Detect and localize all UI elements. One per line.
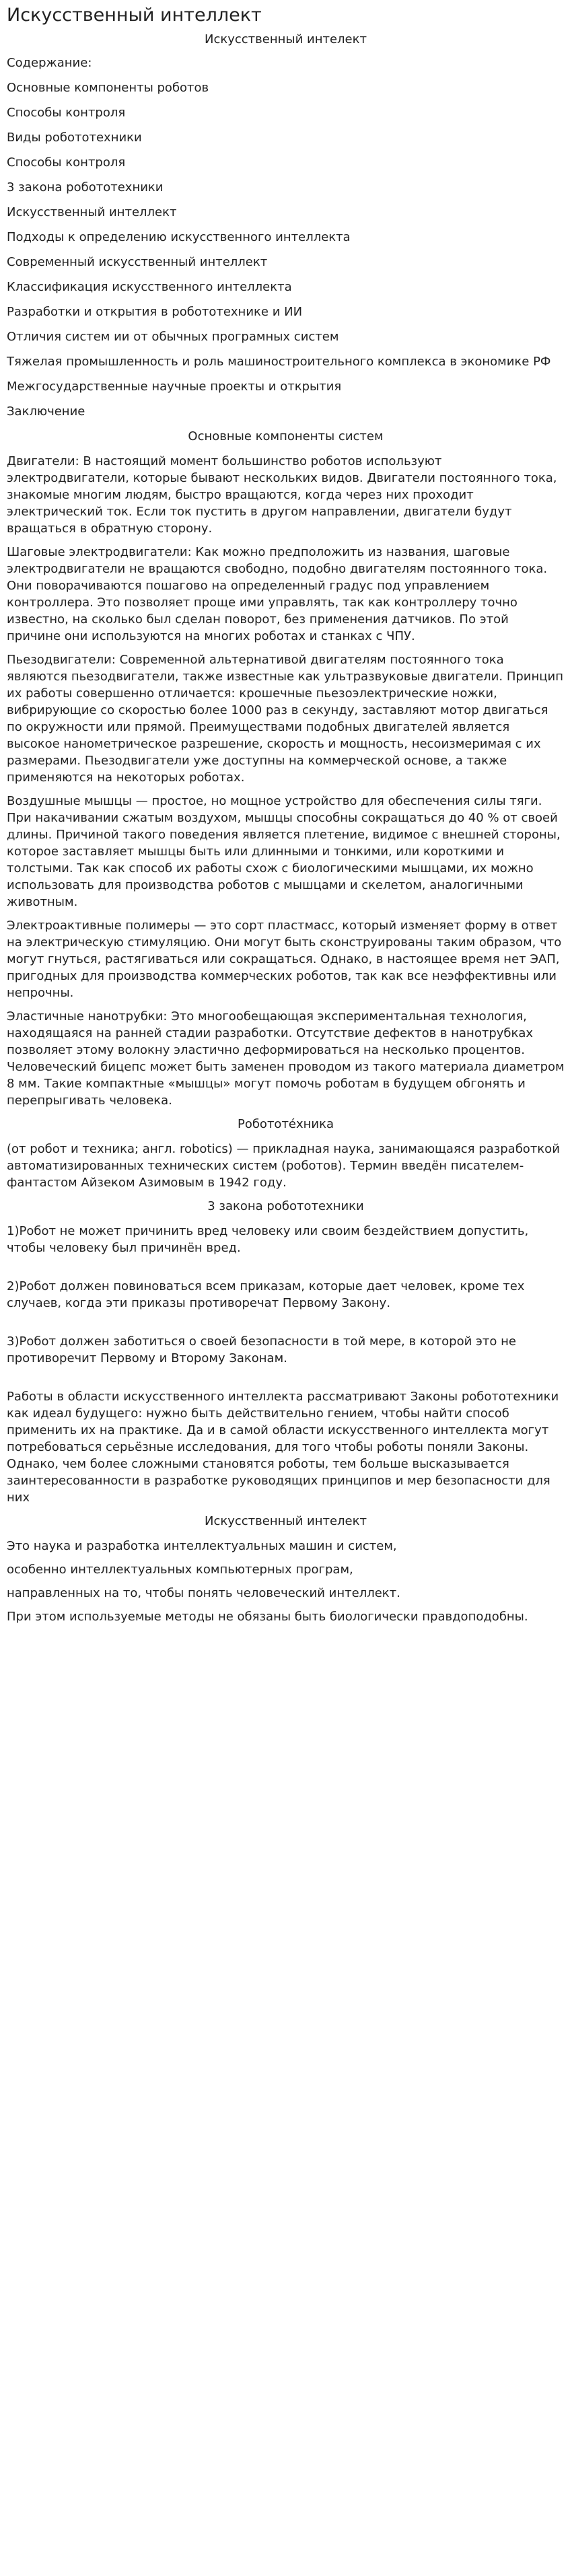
section-heading-three-laws: 3 закона робототехники (207, 1199, 364, 1213)
law-first: 1)Робот не может причинить вред человеку или своим бездействием допустить, чтобы человеку был причинён вред. (7, 1224, 529, 1255)
toc-item[interactable]: Способы контроля (7, 155, 126, 170)
ai-definition-line: При этом используемые методы не обязаны быть биологически правдоподобны. (7, 1610, 528, 1624)
toc-label: Содержание: (7, 56, 92, 70)
toc-item[interactable]: Отличия систем ии от обычных програмных систем (7, 330, 339, 344)
toc-item[interactable]: Виды робототехники (7, 131, 142, 145)
table-of-contents (7, 55, 565, 420)
paragraph-stepper-motors: Шаговые электродвигатели: Как можно предположить из названия, шаговые электродвигатели не вращаются свободно, подобно двигателям постоянного тока. Они поворачиваются пошагово на определенный градус под управлением контроллера. Это позволяет проще ими управлять, так как контроллеру точно известно, на сколько был сделан поворот, без применения датчиков. По этой причине они используются на многих роботах и станках с ЧПУ. (7, 545, 548, 643)
paragraph-piezo-motors: Пьезодвигатели: Современной альтернативой двигателям постоянного тока являются пьезодвигатели, также известные как ультразвуковые двигатели. Принцип их работы совершенно отличается: крошечные пьезоэлектрические ножки, вибрирующие со скоростью более 1000 раз в секунду, заставляют мотор двигаться по окружности или прямой. Преимуществами подобных двигателей является высокое нанометрическое разрешение, скорость и мощность, несоизмеримая с их размерами. Пьезодвигатели уже доступны на коммерческой основе, а также применяются на некоторых роботах. (7, 653, 563, 785)
toc-item[interactable]: Основные компоненты роботов (7, 81, 209, 95)
document-title: Искусственный интелект (205, 32, 367, 46)
toc-item[interactable]: Классификация искусственного интеллекта (7, 280, 292, 294)
toc-item[interactable]: Современный искусственный интеллект (7, 255, 268, 269)
paragraph-air-muscles: Воздушные мышцы — простое, но мощное устройство для обеспечения силы тяги. При накачивании сжатым воздухом, мышцы способны сокращаться до 40 % от своей длины. Причиной такого поведения является плетение, видимое с внешней стороны, которое заставляет мышцы быть или длинными и тонкими, или короткими и толстыми. Так как способ их работы схож с биологическими мышцами, их можно использовать для производства роботов с мышцами и скелетом, аналогичными животным. (7, 794, 561, 909)
law-second: 2)Робот должен повиноваться всем приказам, которые дает человек, кроме тех случаев, когда эти приказы противоречат Первому Закону. (7, 1279, 525, 1310)
toc-item[interactable]: Разработки и открытия в робототехнике и ИИ (7, 305, 303, 319)
toc-item[interactable]: Тяжелая промышленность и роль машиностроительного комплекса в экономике РФ (7, 355, 551, 369)
ai-definition-line: направленных на то, чтобы понять человеческий интеллект. (7, 1586, 400, 1600)
page-title: Искусственный интеллект (7, 5, 262, 26)
toc-item[interactable]: Межгосударственные научные проекты и открытия (7, 380, 342, 394)
paragraph-laws-closing: Работы в области искусственного интеллекта рассматривают Законы робототехники как идеал будущего: нужно быть действительно гением, чтобы найти способ применить их на практике. Да и в самой области искусственного интеллекта могут потребоваться серьёзные исследования, для того чтобы роботы поняли Законы. Однако, чем более сложными становятся роботы, тем больше высказывается заинтересованности в разработке руководящих принципов и мер безопасности для них (7, 1390, 559, 1505)
section-heading-ai: Искусственный интелект (205, 1514, 367, 1528)
section-heading-robotics: Робототе́хника (237, 1117, 334, 1131)
paragraph-robotics-definition: (от робот и техника; англ. robotics) — прикладная наука, занимающаяся разработкой автоматизированных технических систем (роботов). Термин введён писателем-фантастом Айзеком Азимовым в 1942 году. (7, 1142, 560, 1190)
toc-item[interactable]: Искусственный интеллект (7, 205, 177, 219)
section-heading-components: Основные компоненты систем (188, 429, 384, 443)
ai-definition-line: Это наука и разработка интеллектуальных машин и систем, (7, 1539, 397, 1553)
toc-item[interactable]: Заключение (7, 404, 85, 419)
law-third: 3)Робот должен заботиться о своей безопасности в той мере, в которой это не противоречит Первому и Второму Законам. (7, 1334, 516, 1365)
toc-item[interactable]: Подходы к определению искусственного интеллекта (7, 230, 351, 244)
ai-definition-line: особенно интеллектуальных компьютерных програм, (7, 1563, 353, 1577)
paragraph-motors: Двигатели: В настоящий момент большинство роботов используют электродвигатели, которые бывают нескольких видов. Двигатели постоянного тока, знакомые многим людям, быстро вращаются, когда через них проходит электрический ток. Если ток пустить в другом направлении, двигатели будут вращаться в обратную сторону. (7, 454, 557, 536)
paragraph-nanotubes: Эластичные нанотрубки: Это многообещающая экспериментальная технология, находящаяся на ранней стадии разработки. Отсутствие дефектов в нанотрубках позволяет этому волокну эластично деформироваться на несколько процентов. Человеческий бицепс может быть заменен проводом из такого материала диаметром 8 мм. Такие компактные «мышцы» могут помочь роботам в будущем обгонять и перепрыгивать человека. (7, 1009, 565, 1108)
paragraph-electroactive-polymers: Электроактивные полимеры — это сорт пластмасс, который изменяет форму в ответ на электрическую стимуляцию. Они могут быть сконструированы таким образом, что могут гнуться, растягиваться или сокращаться. Однако, в настоящее время нет ЭАП, пригодных для производства коммерческих роботов, так как все неэффективны или непрочны. (7, 919, 562, 1000)
toc-item[interactable]: 3 закона робототехники (7, 180, 164, 194)
toc-item[interactable]: Способы контроля (7, 106, 126, 120)
